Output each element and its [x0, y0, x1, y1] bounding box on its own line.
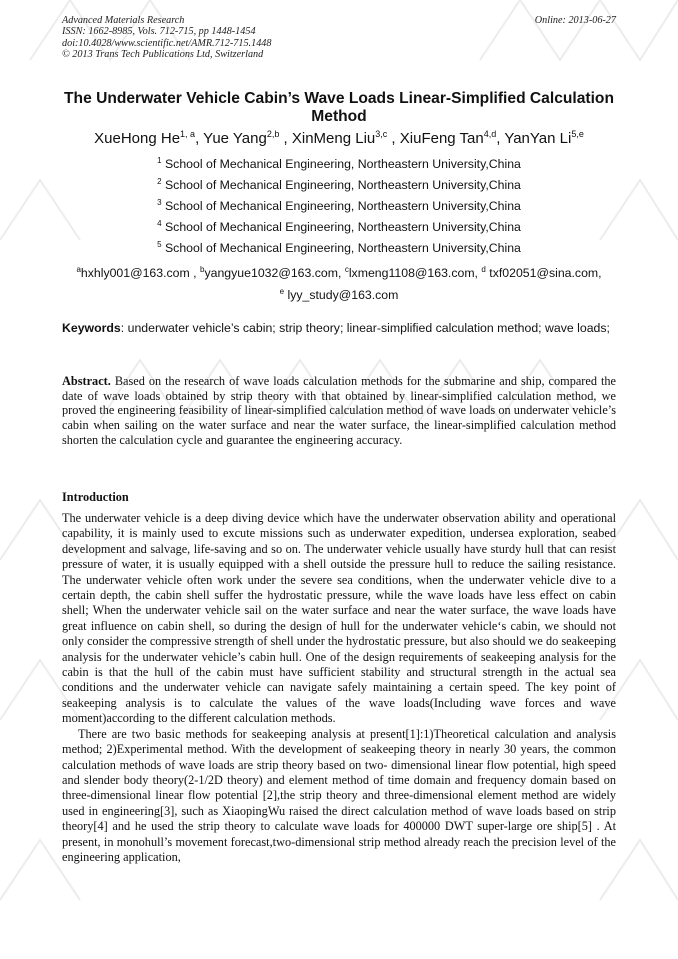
journal-header — [62, 15, 616, 60]
author-sup: 1, a — [180, 129, 196, 139]
affiliation-sup: 1 — [157, 156, 162, 165]
author-name: XueHong He — [94, 130, 181, 147]
affiliation-sup: 4 — [157, 219, 162, 228]
affiliation-sup: 5 — [157, 240, 162, 249]
online-date: Online: 2013-06-27 — [534, 15, 616, 26]
introduction-body — [62, 511, 616, 865]
author-name: XinMeng Liu — [291, 130, 376, 147]
email-sup: b — [200, 265, 205, 274]
email-line-1 — [50, 262, 628, 284]
keywords-text: : underwater vehicle’s cabin; strip theory; linear-simplified calculation method; wave loads; — [120, 321, 610, 335]
email-list — [50, 262, 628, 306]
author-sup: 2,b — [266, 129, 280, 139]
affiliation-text: School of Mechanical Engineering, Northeastern University,China — [164, 220, 521, 234]
author-sup: 4,d — [483, 129, 497, 139]
email-line-2 — [50, 284, 628, 306]
abstract-text: Based on the research of wave loads calculation methods for the submarine and ship, compared the date of wave loads obtained by strip theory with that obtained by linear-simplified calculation method, we proved the engineering feasibility of linear-simplified calculation method of wave loads on underwater vehicle’s cabin when sailing on the water surface and near the water surface, the linear-simplified calculation method shorten the calculation cycle and guarantee the engineering accuracy. — [62, 374, 616, 447]
paragraph: The underwater vehicle is a deep diving device which have the underwater observation ability and operational capability, it is mainly used to excute missions such as underwater expedition, undersea exploration, seabed development and salvage, life-saving and so on. The underwater vehicle usually have sturdy hull that can resist pressure of water, it is usually equipped with a shell outside the pressure hull to reduce the sailing resistance. The underwater vehicle often work under the severe sea conditions, when the underwater vehicle dive to a certain depth, the cabin shell suffer the hydrostatic pressure, while the wave loads have less effect on cabin shell; When the underwater vehicle sail on the water surface and near the water surface, the wave loads have great influence on cabin shell, so during the design of hull for the underwater vehicle‘s cabin, we should not only consider the compressive strength of shell under the hydrostatic pressure, but also should we do seakeeping analysis for the underwater vehicle’s cabin hull. One of the design requirements of seakeeping analysis for the cabin is that the hull of the cabin must have sufficient stability and structural strength in the actual sea conditions and the underwater vehicle can navigate safely maintaining a certain speed. The key point of seakeeping analysis is to calculate the values of the wave loads(Including wave forces and wave moment)according to the different calculation methods. — [62, 511, 616, 726]
email-link[interactable]: lxmeng1108@163.com, — [348, 266, 478, 280]
author-sup: 5,e — [571, 129, 584, 139]
introduction-heading: Introduction — [62, 490, 129, 504]
keywords-section — [62, 321, 616, 336]
affiliation-text: School of Mechanical Engineering, Northeastern University,China — [164, 178, 521, 192]
affiliation-item — [62, 175, 616, 196]
affiliation-list — [62, 154, 616, 259]
email-sup: e — [279, 287, 285, 296]
affiliation-text: School of Mechanical Engineering, Northeastern University,China — [164, 157, 521, 171]
author-name: Yue Yang — [203, 130, 267, 147]
affiliation-item — [62, 154, 616, 175]
author-sup: 3,c — [375, 129, 388, 139]
affiliation-text: School of Mechanical Engineering, Northeastern University,China — [164, 199, 521, 213]
author-name: YanYan Li — [504, 130, 572, 147]
paragraph: There are two basic methods for seakeeping analysis at present[1]:1)Theoretical calculation and analysis method; 2)Experimental method. With the development of seakeeping theory in nearly 30 years, the common calculation methods of wave loads are strip theory based on two- dimensional linear flow potential, high speed and slender body theory(2-1/2D theory) and element method of time domain and frequency domain based on three-dimensional linear flow potential [2],the strip theory and three-dimensional element method are widely used in engineering[3], such as XiaopingWu raised the direct calculation method of wave loads based on strip theory[4] and he used the strip theory to calculate wave loads for 400000 DWT super-large ore ship[5] . At present, in monohull’s movement forecast,two-dimensional strip method already reach the precision level of the engineering application, — [62, 726, 616, 864]
affiliation-sup: 3 — [157, 198, 162, 207]
affiliation-item — [62, 196, 616, 217]
email-link[interactable]: lyy_study@163.com — [287, 288, 399, 302]
affiliation-item — [62, 238, 616, 259]
author-separator: , — [387, 130, 400, 147]
email-sup: d — [481, 265, 486, 274]
paper-title: The Underwater Vehicle Cabin’s Wave Loads Linear-Simplified Calculation Method — [64, 90, 614, 125]
journal-name: Advanced Materials Research — [62, 15, 185, 26]
copyright-line: © 2013 Trans Tech Publications Ltd, Switzerland — [62, 48, 264, 60]
email-link[interactable]: hxhly001@163.com , — [80, 266, 197, 280]
author-list — [40, 129, 638, 149]
author-separator: , — [279, 130, 292, 147]
issn-line: ISSN: 1662-8985, Vols. 712-715, pp 1448-1454 — [62, 26, 256, 38]
email-link[interactable]: yangyue1032@163.com, — [204, 266, 342, 280]
email-sup: c — [344, 265, 349, 274]
affiliation-text: School of Mechanical Engineering, Northeastern University,China — [164, 241, 521, 255]
keywords-label: Keywords — [62, 321, 121, 335]
email-link[interactable]: txf02051@sina.com, — [489, 266, 602, 280]
affiliation-item — [62, 217, 616, 238]
doi-line: doi:10.4028/www.scientific.net/AMR.712-715.1448 — [62, 37, 272, 49]
email-sup: a — [76, 265, 81, 274]
author-separator: , — [195, 130, 204, 147]
affiliation-sup: 2 — [157, 177, 162, 186]
abstract-label: Abstract. — [62, 374, 111, 388]
abstract-section — [62, 374, 616, 448]
author-separator: , — [496, 130, 505, 147]
author-name: XiuFeng Tan — [399, 130, 484, 147]
